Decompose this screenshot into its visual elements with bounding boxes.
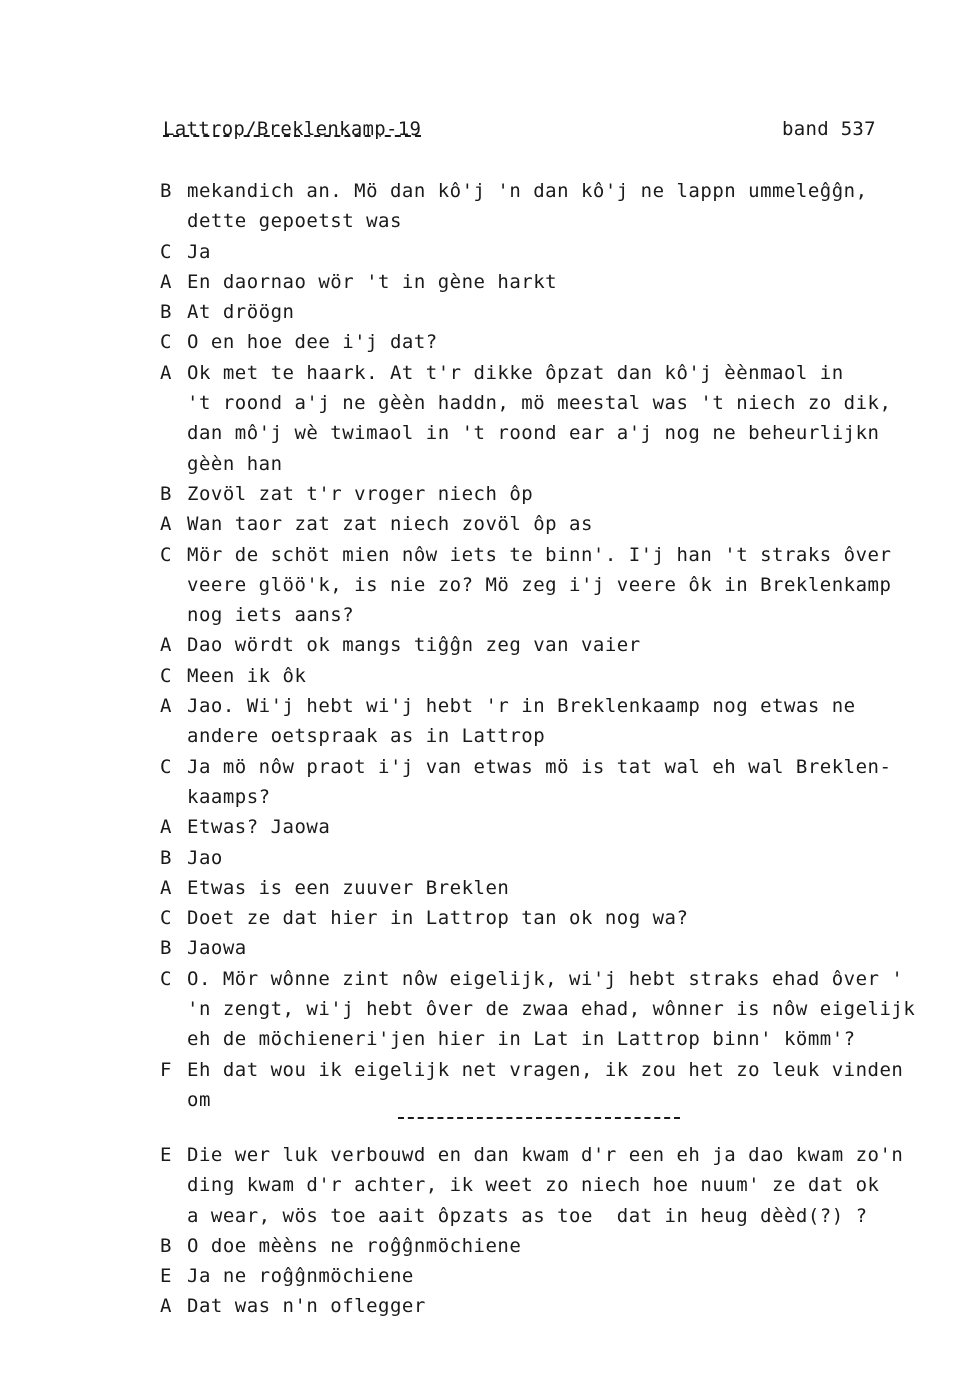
utterance-line: O. Mör wônne zint nôw eigelijk, wi'j hebt straks ehad ôver ' (187, 967, 904, 990)
utterance-line: dan mô'j wè twimaol in 't roond ear a'j nog ne beheurlijkn (187, 422, 880, 445)
utterance-text (187, 1291, 950, 1321)
speaker-label: C (160, 240, 172, 263)
utterance-line: Wan taor zat zat niech zovöl ôp as (187, 513, 593, 536)
utterance-line: Doet ze dat hier in Lattrop tan ok nog wa? (187, 907, 689, 930)
dialogue-turn (160, 964, 950, 1055)
utterance-line: Mör de schöt mien nôw iets te binn'. I'j han 't straks ôver (187, 543, 892, 566)
utterance-text (187, 1140, 950, 1231)
utterance-text (187, 358, 950, 479)
utterance-line: Etwas? Jaowa (187, 816, 331, 839)
speaker-label: A (160, 634, 172, 657)
speaker-label: A (160, 695, 172, 718)
utterance-line: Etwas is een zuuver Breklen (187, 876, 510, 899)
utterance-line: gèèn han (187, 452, 283, 475)
utterance-line: Ja mö nôw praot i'j van etwas mö is tat wal eh wal Breklen- (187, 755, 892, 778)
utterance-line: Jaowa (187, 937, 247, 960)
dialogue-turn (160, 176, 950, 237)
dialogue-turn (160, 540, 950, 631)
speaker-label: B (160, 937, 172, 960)
transcript-part-1 (160, 176, 950, 1115)
speaker-label: C (160, 755, 172, 778)
utterance-line: 'n zengt, wi'j hebt ôver de zwaa ehad, wônner is nôw eigelijk (187, 998, 916, 1021)
utterance-line: 't roond a'j ne gèèn haddn, mö meestal was 't niech zo dik, (187, 392, 892, 415)
utterance-text (187, 1055, 950, 1116)
dialogue-turn (160, 630, 950, 660)
utterance-text (187, 752, 950, 813)
dialogue-turn (160, 1140, 950, 1231)
dialogue-turn (160, 903, 950, 933)
utterance-text (187, 964, 950, 1055)
speaker-label: A (160, 876, 172, 899)
utterance-line: andere oetspraak as in Lattrop (187, 725, 546, 748)
utterance-line: mekandich an. Mö dan kô'j 'n dan kô'j ne lappn ummeleĝĝn, (187, 180, 868, 202)
utterance-line: veere glöö'k, is nie zo? Mö zeg i'j veere ôk in Breklenkamp (187, 573, 892, 596)
utterance-text (187, 327, 950, 357)
speaker-label: B (160, 482, 172, 505)
speaker-label: A (160, 361, 172, 384)
dialogue-turn (160, 873, 950, 903)
utterance-text (187, 630, 950, 660)
utterance-line: Meen ik ôk (187, 664, 307, 687)
utterance-text (187, 903, 950, 933)
speaker-label: A (160, 1295, 172, 1318)
speaker-label: C (160, 543, 172, 566)
transcript-part-2 (160, 1140, 950, 1322)
dialogue-turn (160, 691, 950, 752)
utterance-text (187, 479, 950, 509)
utterance-line: En daornao wör 't in gène harkt (187, 270, 558, 293)
utterance-line: Die wer luk verbouwd en dan kwam d'r een eh ja dao kwam zo'n (187, 1144, 904, 1166)
utterance-text (187, 691, 950, 752)
utterance-text (187, 237, 950, 267)
dialogue-turn (160, 1291, 950, 1321)
speaker-label: B (160, 180, 172, 202)
utterance-text (187, 933, 950, 963)
utterance-text (187, 267, 950, 297)
speaker-label: F (160, 1058, 172, 1081)
speaker-label: C (160, 664, 172, 687)
utterance-text (187, 812, 950, 842)
section-separator (398, 1117, 680, 1119)
speaker-label: B (160, 1234, 172, 1257)
speaker-label: E (160, 1265, 172, 1288)
dialogue-turn (160, 752, 950, 813)
utterance-line: Jao (187, 846, 223, 869)
utterance-text (187, 509, 950, 539)
dialogue-turn (160, 1055, 950, 1116)
dialogue-turn (160, 812, 950, 842)
dialogue-turn (160, 509, 950, 539)
utterance-text (187, 540, 950, 631)
utterance-line: Dao wördt ok mangs tiĝĝn zeg van vaier (187, 634, 641, 657)
speaker-label: A (160, 816, 172, 839)
speaker-label: C (160, 331, 172, 354)
dialogue-turn (160, 661, 950, 691)
dialogue-turn (160, 327, 950, 357)
utterance-line: a wear, wös toe aait ôpzats as toe dat in heug dèèd(?) ? (187, 1204, 868, 1227)
dialogue-turn (160, 479, 950, 509)
utterance-line: ding kwam d'r achter, ik weet zo niech hoe nuum' ze dat ok (187, 1174, 880, 1197)
utterance-line: kaamps? (187, 785, 271, 808)
utterance-line: dette gepoetst was (187, 210, 402, 233)
utterance-text (187, 297, 950, 327)
utterance-line: eh de möchieneri'jen hier in Lat in Lattrop binn' kömm'? (187, 1028, 856, 1051)
dialogue-turn (160, 297, 950, 327)
dialogue-turn (160, 358, 950, 479)
utterance-text (187, 1231, 950, 1261)
utterance-line: nog iets aans? (187, 604, 355, 627)
dialogue-turn (160, 237, 950, 267)
speaker-label: B (160, 846, 172, 869)
band-number: band 537 (782, 118, 876, 140)
speaker-label: C (160, 967, 172, 990)
dialogue-turn (160, 1231, 950, 1261)
utterance-line: At dröögn (187, 301, 295, 324)
utterance-line: Ok met te haark. At t'r dikke ôpzat dan kô'j èènmaol in (187, 361, 844, 384)
utterance-text (187, 873, 950, 903)
utterance-line: Ja (187, 240, 211, 263)
utterance-line: Ja ne roĝĝnmöchiene (187, 1265, 414, 1288)
speaker-label: E (160, 1144, 172, 1166)
speaker-label: C (160, 907, 172, 930)
utterance-line: O doe mèèns ne roĝĝnmöchiene (187, 1234, 522, 1257)
speaker-label: A (160, 513, 172, 536)
utterance-line: Dat was n'n oflegger (187, 1295, 426, 1318)
dialogue-turn (160, 1261, 950, 1291)
dialogue-turn (160, 267, 950, 297)
speaker-label: A (160, 270, 172, 293)
dialogue-turn (160, 933, 950, 963)
utterance-line: om (187, 1088, 211, 1111)
utterance-line: Jao. Wi'j hebt wi'j hebt 'r in Breklenkaamp nog etwas ne (187, 695, 856, 718)
utterance-line: Zovöl zat t'r vroger niech ôp (187, 482, 534, 505)
utterance-text (187, 1261, 950, 1291)
utterance-line: Eh dat wou ik eigelijk net vragen, ik zou het zo leuk vinden (187, 1058, 904, 1081)
utterance-text (187, 661, 950, 691)
dialogue-turn (160, 843, 950, 873)
document-title: Lattrop/Breklenkamp-19 (163, 118, 422, 140)
utterance-text (187, 843, 950, 873)
speaker-label: B (160, 301, 172, 324)
utterance-line: O en hoe dee i'j dat? (187, 331, 438, 354)
utterance-text (187, 176, 950, 237)
